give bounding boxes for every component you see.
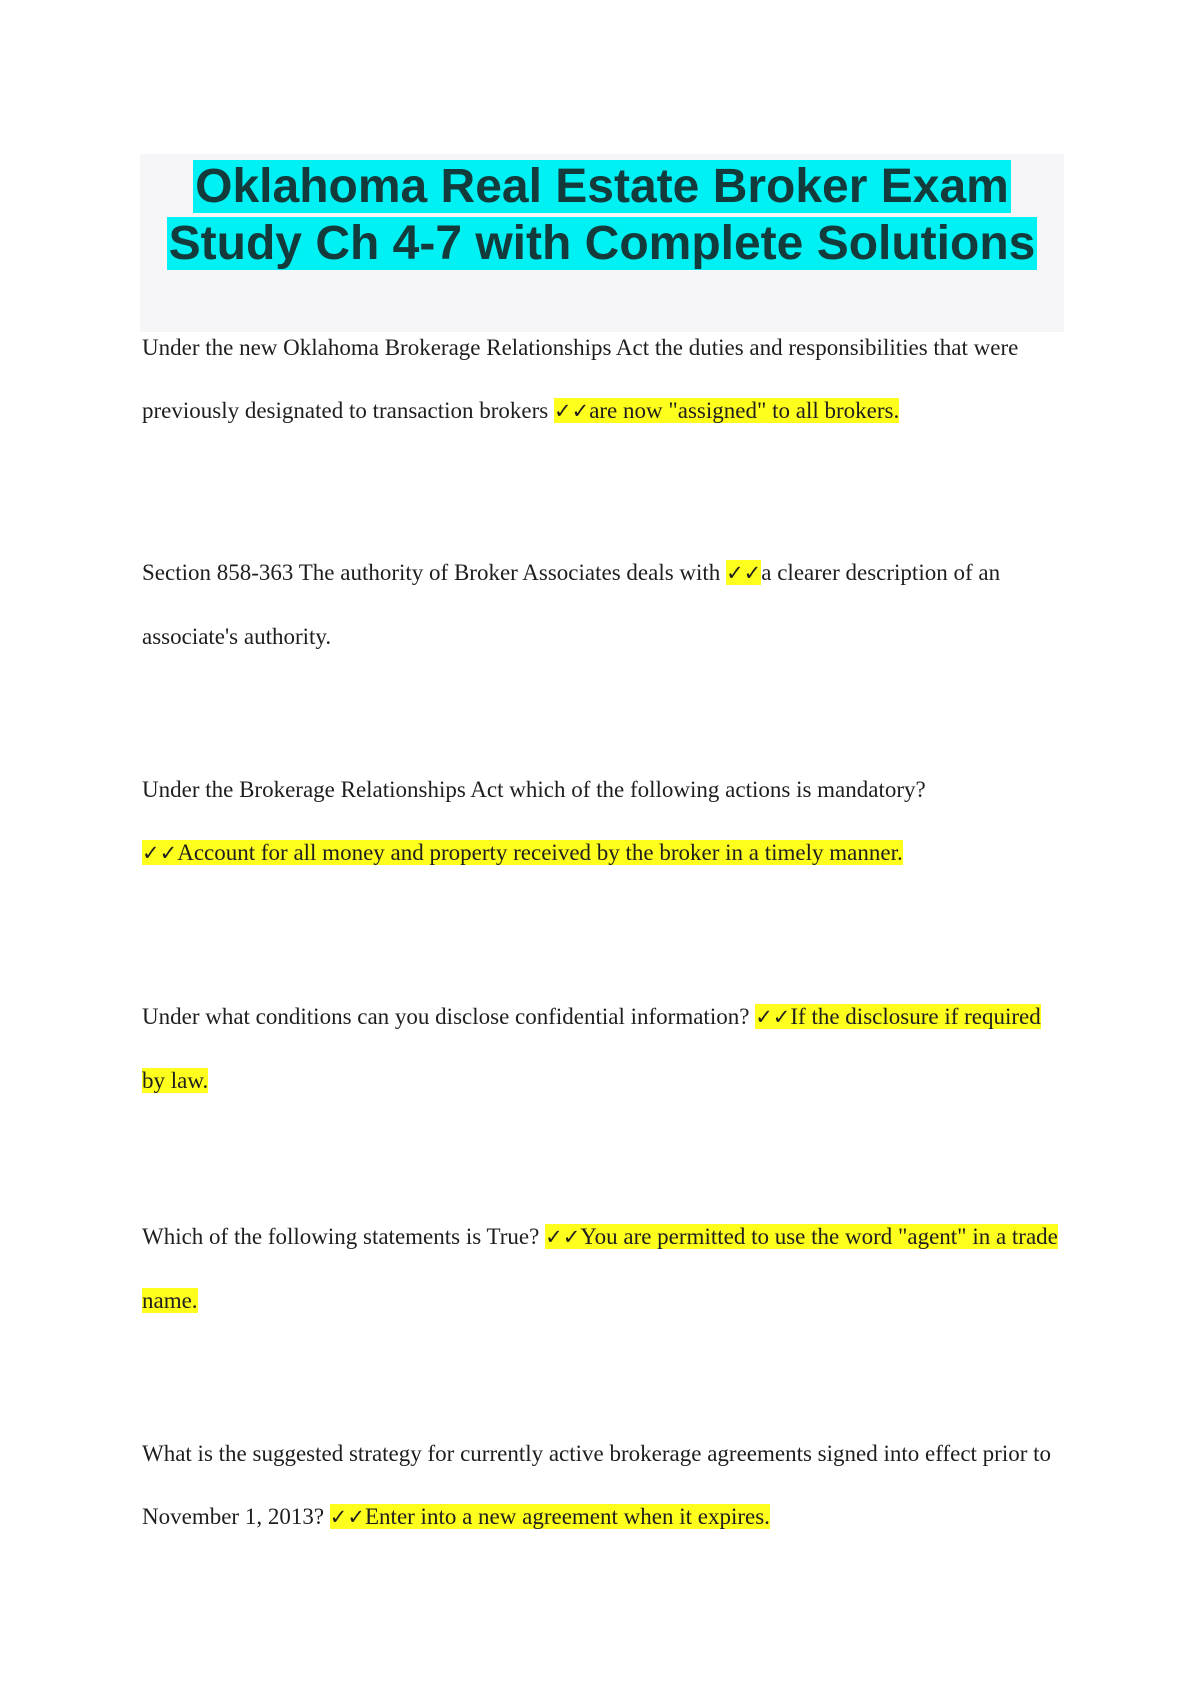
answer-text: Account for all money and property received by the broker in a timely manner. xyxy=(177,840,903,865)
double-check-icon: ✓✓ xyxy=(545,1225,581,1249)
answer-text: are now "assigned" to all brokers. xyxy=(589,398,900,423)
question-text: Under the new Oklahoma Brokerage Relationships Act the duties and responsibilities that were previously designated to transaction brokers xyxy=(142,335,1019,423)
qa-item-4 xyxy=(142,985,1062,1112)
answer-highlight xyxy=(142,840,903,865)
double-check-icon: ✓✓ xyxy=(755,1005,791,1029)
qa-item-2 xyxy=(142,541,1062,668)
qa-item-3 xyxy=(142,758,1062,885)
double-check-icon: ✓✓ xyxy=(329,1505,365,1529)
answer-text: You are permitted to use the word "agent" in a trade name. xyxy=(142,1224,1058,1313)
question-text: Under what conditions can you disclose confidential information? xyxy=(142,1004,750,1029)
title-line-1: Oklahoma Real Estate Broker Exam xyxy=(195,160,1009,213)
qa-item-5 xyxy=(142,1205,1062,1332)
title-line-2: Study Ch 4-7 with Complete Solutions xyxy=(168,217,1036,270)
title-band xyxy=(140,154,1064,332)
document-title xyxy=(140,154,1064,272)
question-text: Under the Brokerage Relationships Act which of the following actions is mandatory? xyxy=(142,777,926,802)
double-check-icon: ✓✓ xyxy=(142,841,178,865)
question-text: What is the suggested strategy for currently active brokerage agreements signed into effect prior to November 1, 2013? xyxy=(142,1441,1052,1529)
qa-item-1 xyxy=(142,316,1062,443)
check-highlight xyxy=(726,560,761,585)
double-check-icon: ✓✓ xyxy=(726,561,762,585)
answer-text: Enter into a new agreement when it expires. xyxy=(365,1504,770,1529)
answer-highlight xyxy=(554,398,899,423)
qa-item-6 xyxy=(142,1422,1062,1549)
answer-text: If the disclosure if required by law. xyxy=(142,1004,1041,1093)
answer-text: a clearer description of an associate's authority. xyxy=(142,560,1001,649)
question-text: Section 858-363 The authority of Broker Associates deals with xyxy=(142,560,721,585)
double-check-icon: ✓✓ xyxy=(553,399,590,423)
answer-highlight xyxy=(330,1504,770,1529)
question-text: Which of the following statements is True? xyxy=(142,1224,540,1249)
